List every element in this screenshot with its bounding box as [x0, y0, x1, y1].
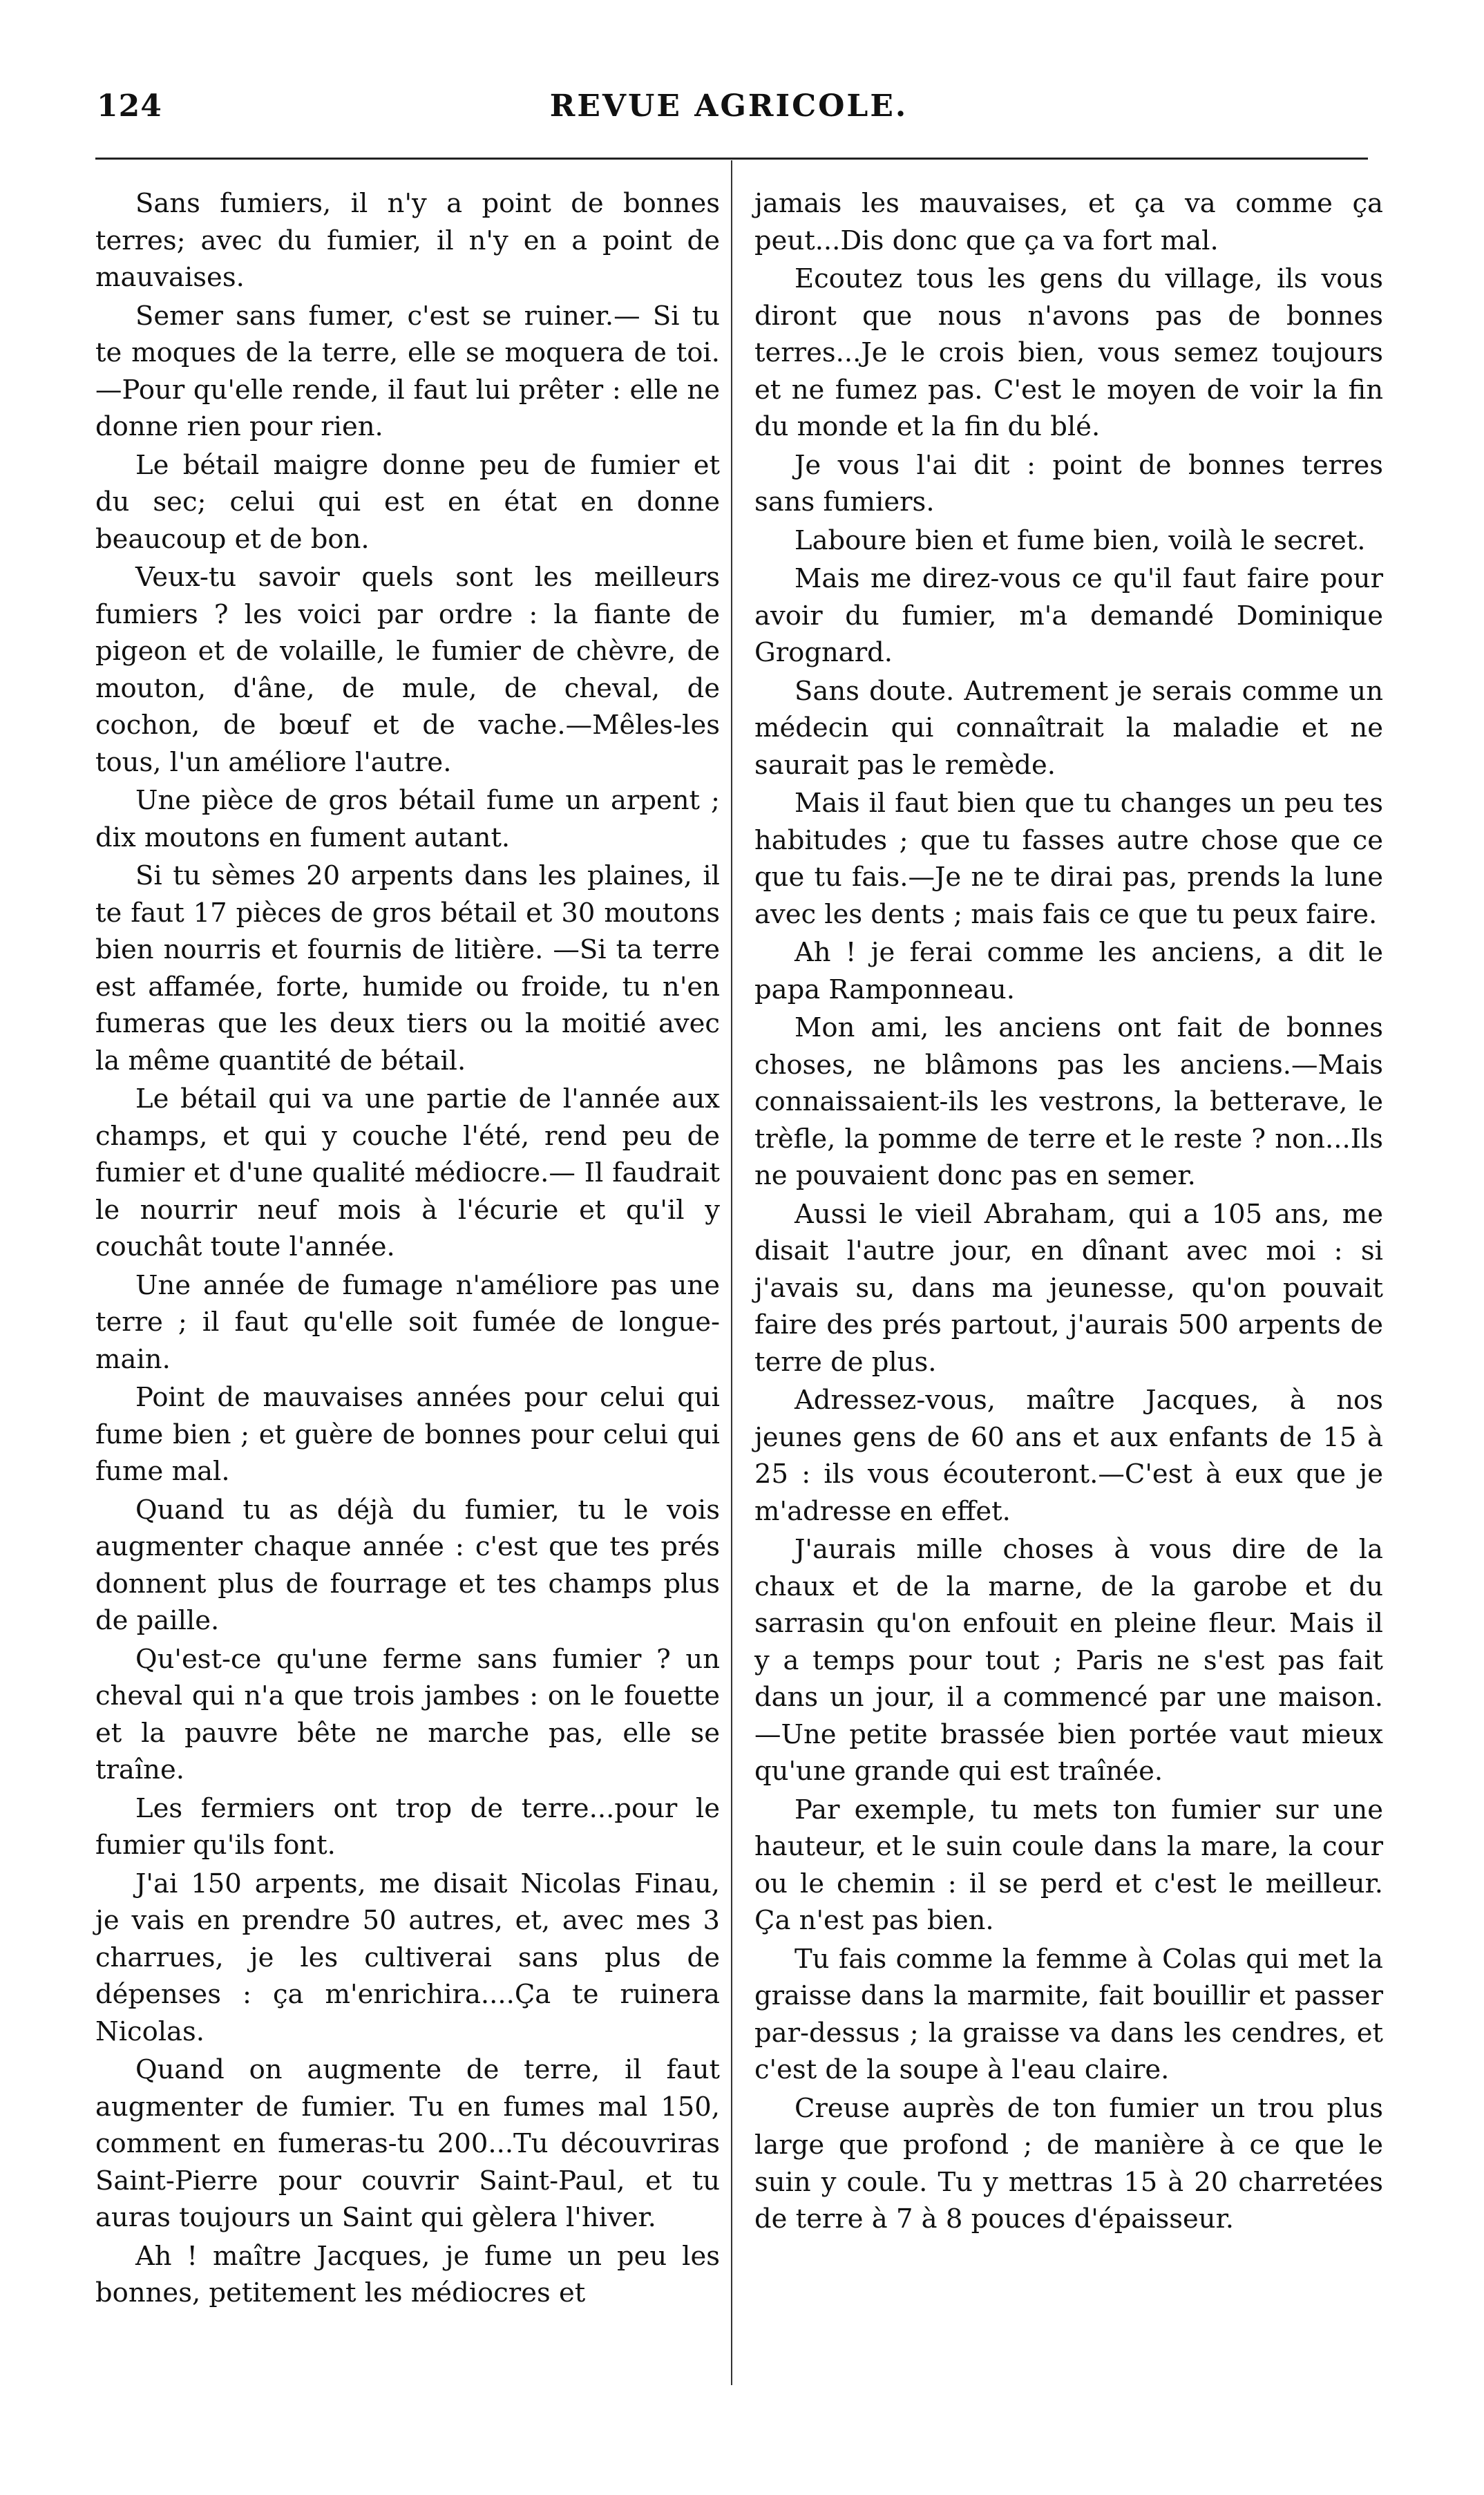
- paragraph: Une année de fumage n'améliore pas une terre ; il faut qu'elle soit fumée de longue-main.: [95, 1269, 720, 1375]
- paragraph: Sans doute. Autrement je serais comme un médecin qui connaîtrait la maladie et ne saurait pas le remède.: [754, 675, 1383, 781]
- paragraph: Tu fais comme la femme à Colas qui met la graisse dans la marmite, fait bouillir et passer par-dessus ; la graisse va dans les cendres, et c'est de la soupe à l'eau claire.: [754, 1943, 1383, 2085]
- paragraph: Qu'est-ce qu'une ferme sans fumier ? un cheval qui n'a que trois jambes : on le fouette et la pauvre bête ne marche pas, elle se traîne.: [95, 1643, 720, 1785]
- column-divider: [731, 160, 732, 2385]
- left-column: [95, 185, 720, 2313]
- running-header: [90, 88, 1368, 144]
- paragraph: Le bétail qui va une partie de l'année aux champs, et qui y couche l'été, rend peu de fumier et d'une qualité médiocre.— Il faudrait le nourrir neuf mois à l'écurie et qu'il y couchât toute l'année.: [95, 1083, 720, 1262]
- paragraph: Mais me direz-vous ce qu'il faut faire pour avoir du fumier, m'a demandé Dominique Grognard.: [754, 563, 1383, 668]
- paragraph: J'aurais mille choses à vous dire de la chaux et de la marne, de la garobe et du sarrasin qu'on enfouit en pleine fleur. Mais il y a temps pour tout ; Paris ne s'est pas fait dans un jour, il a commencé par une maison.—Une petite brassée bien portée vaut mieux qu'une grande qui est traînée.: [754, 1534, 1383, 1787]
- paragraph: Mais il faut bien que tu changes un peu tes habitudes ; que tu fasses autre chose que ce que tu fais.—Je ne te dirai pas, prends la lune avec les dents ; mais fais ce que tu peux faire.: [754, 788, 1383, 930]
- journal-title: REVUE AGRICOLE.: [549, 88, 909, 124]
- paragraph: Quand on augmente de terre, il faut augmenter de fumier. Tu en fumes mal 150, comment en fumeras-tu 200...Tu découvriras Saint-Pierre pour couvrir Saint-Paul, et tu auras toujours un Saint qui gèlera l'hiver.: [95, 2054, 720, 2233]
- paragraph: Si tu sèmes 20 arpents dans les plaines, il te faut 17 pièces de gros bétail et 30 moutons bien nourris et fournis de litière. —Si ta terre est affamée, forte, humide ou froide, tu n'en fumeras que les deux tiers ou la moitié avec la même quantité de bétail.: [95, 860, 720, 1076]
- paragraph: Semer sans fumer, c'est se ruiner.— Si tu te moques de la terre, elle se moquera de toi.—Pour qu'elle rende, il faut lui prêter : elle ne donne rien pour rien.: [95, 300, 720, 442]
- paragraph: Mon ami, les anciens ont fait de bonnes choses, ne blâmons pas les anciens.—Mais connaissaient-ils les vestrons, la betterave, le trèfle, la pomme de terre et le reste ? non...Ils ne pouvaient donc pas en semer.: [754, 1012, 1383, 1191]
- paragraph: Ah ! je ferai comme les anciens, a dit le papa Ramponneau.: [754, 937, 1383, 1005]
- paragraph: jamais les mauvaises, et ça va comme ça peut...Dis donc que ça va fort mal.: [754, 188, 1383, 256]
- paragraph: Creuse auprès de ton fumier un trou plus large que profond ; de manière à ce que le suin y coule. Tu y mettras 15 à 20 charretées de terre à 7 à 8 pouces d'épaisseur.: [754, 2092, 1383, 2235]
- page-number: 124: [97, 88, 162, 124]
- paragraph: Aussi le vieil Abraham, qui a 105 ans, me disait l'autre jour, en dînant avec moi : si j'avais su, dans ma jeunesse, qu'on pouvait faire des prés partout, j'aurais 500 arpents de terre de plus.: [754, 1198, 1383, 1378]
- paragraph: Une pièce de gros bétail fume un arpent ; dix moutons en fument autant.: [95, 785, 720, 853]
- paragraph: Les fermiers ont trop de terre...pour le fumier qu'ils font.: [95, 1792, 720, 1861]
- paragraph: Ecoutez tous les gens du village, ils vous diront que nous n'avons pas de bonnes terres...Je le crois bien, vous semez toujours et ne fumez pas. C'est le moyen de voir la fin du monde et la fin du blé.: [754, 263, 1383, 442]
- paragraph: Par exemple, tu mets ton fumier sur une hauteur, et le suin coule dans la mare, la cour ou le chemin : il se perd et c'est le meilleur. Ça n'est pas bien.: [754, 1794, 1383, 1936]
- paragraph: Je vous l'ai dit : point de bonnes terres sans fumiers.: [754, 449, 1383, 518]
- paragraph: Adressez-vous, maître Jacques, à nos jeunes gens de 60 ans et aux enfants de 15 à 25 : ils vous écouteront.—C'est à eux que je m'adresse en effet.: [754, 1385, 1383, 1527]
- paragraph: J'ai 150 arpents, me disait Nicolas Finau, je vais en prendre 50 autres, et, avec mes 3 charrues, je les cultiverai sans plus de dépenses : ça m'enrichira....Ça te ruinera Nicolas.: [95, 1868, 720, 2047]
- paragraph: Point de mauvaises années pour celui qui fume bien ; et guère de bonnes pour celui qui fume mal.: [95, 1382, 720, 1487]
- paragraph: Sans fumiers, il n'y a point de bonnes terres; avec du fumier, il n'y en a point de mauvaises.: [95, 188, 720, 293]
- paragraph: Laboure bien et fume bien, voilà le secret.: [795, 524, 1366, 556]
- right-column: [754, 185, 1383, 2239]
- paragraph: Ah ! maître Jacques, je fume un peu les bonnes, petitement les médiocres et: [95, 2240, 720, 2308]
- paragraph: Le bétail maigre donne peu de fumier et du sec; celui qui est en état en donne beaucoup et de bon.: [95, 449, 720, 555]
- header-rule: [95, 158, 1368, 160]
- paragraph: Quand tu as déjà du fumier, tu le vois augmenter chaque année : c'est que tes prés donnent plus de fourrage et tes champs plus de paille.: [95, 1494, 720, 1636]
- paragraph: Veux-tu savoir quels sont les meilleurs fumiers ? les voici par ordre : la fiante de pigeon et de volaille, le fumier de chèvre, de mouton, d'âne, de mule, de cheval, de cochon, de bœuf et de vache.—Mêles-les tous, l'un améliore l'autre.: [95, 562, 720, 778]
